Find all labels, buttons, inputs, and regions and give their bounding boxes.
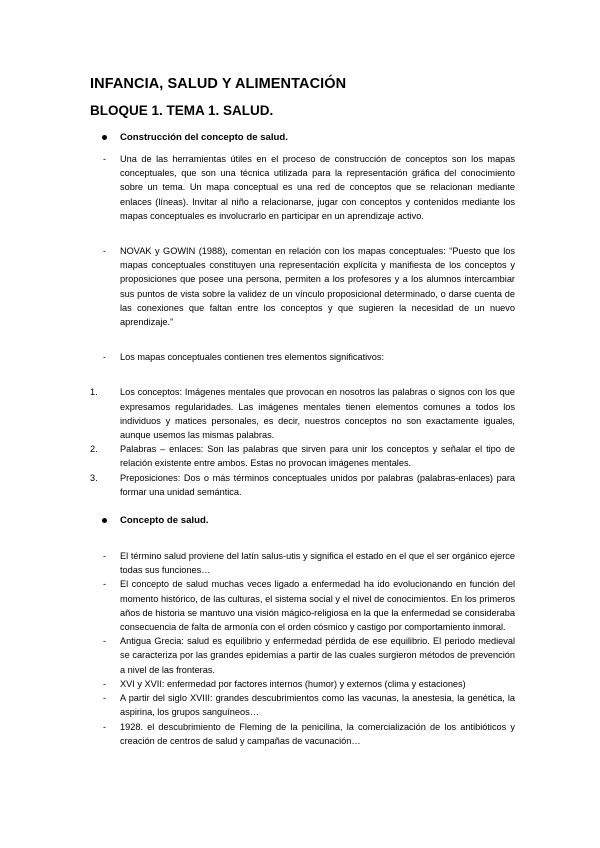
number-marker: 3. bbox=[90, 472, 98, 483]
dash-marker: - bbox=[103, 352, 107, 363]
list-item bbox=[90, 244, 515, 329]
paragraph-text: NOVAK y GOWIN (1988), comentan en relación con los mapas conceptuales: “Puesto que los mapas conceptuales constituyen una representación explícita y manifiesta de los conceptos y proposiciones que posee una persona, permiten a los profesores y a los alumnos intercambiar sus puntos de vista sobre la validez de un vínculo proposicional determinado, o darse cuenta de las conexiones que faltan entre los conceptos y que sugieren la necesidad de un nuevo aprendizaje.” bbox=[120, 246, 515, 328]
dash-marker: - bbox=[103, 246, 107, 257]
numbered-item bbox=[90, 442, 515, 470]
section-heading-concepto bbox=[90, 513, 515, 528]
list-item bbox=[90, 634, 515, 677]
number-marker: 1. bbox=[90, 387, 98, 398]
dash-marker: - bbox=[103, 693, 107, 704]
section-heading-construccion bbox=[90, 130, 515, 145]
numbered-text: Los conceptos: Imágenes mentales que provocan en nosotros las palabras o signos con los que expresamos regularidades. Las imágenes mentales tienen elementos comunes a todos los individuos y matices personales, es decir, nuestros conceptos no son exactamente iguales, aunque usemos las mismas palabras. bbox=[120, 387, 515, 441]
dash-marker: - bbox=[103, 579, 107, 590]
number-marker: 2. bbox=[90, 444, 98, 455]
paragraph-text: El término salud proviene del latín salus-utis y significa el estado en el que el ser orgánico ejerce todas sus funciones… bbox=[120, 551, 515, 576]
document-subtitle: BLOQUE 1. TEMA 1. SALUD. bbox=[90, 103, 274, 118]
numbered-text: Preposiciones: Dos o más términos conceptuales unidos por palabras (palabras-enlaces) para formar una unidad semántica. bbox=[120, 472, 515, 497]
list-item bbox=[90, 350, 515, 364]
paragraph-text: Los mapas conceptuales contienen tres elementos significativos: bbox=[120, 352, 385, 363]
dash-marker: - bbox=[103, 678, 107, 689]
dash-marker: - bbox=[103, 636, 107, 647]
dash-marker: - bbox=[103, 154, 107, 164]
paragraph-text: El concepto de salud muchas veces ligado a enfermedad ha ido evolucionando en función del momento histórico, de las culturas, el sistema social y el nivel de conocimientos. En los primeros años de historia se mantuvo una visión mágico-religiosa en la que la enfermedad se consideraba consecuencia de falta de armonía con el orden cósmico y castigo por comportamiento inmoral. bbox=[120, 579, 515, 633]
bullet-dot-icon bbox=[102, 518, 107, 523]
dash-marker: - bbox=[103, 551, 107, 562]
paragraph-text: Antigua Grecia: salud es equilibrio y enfermedad pérdida de ese equilibrio. El periodo medieval se caracteriza por las grandes epidemias a partir de las cuales surgieron métodos de prevención a nivel de las fronteras. bbox=[120, 636, 515, 675]
dash-marker: - bbox=[103, 721, 107, 732]
numbered-item bbox=[90, 385, 515, 442]
paragraph-text: A partir del siglo XVIII: grandes descubrimientos como las vacunas, la anestesia, la genética, la aspirina, los grupos sanguíneos… bbox=[120, 693, 515, 718]
list-item bbox=[90, 691, 515, 719]
section-heading-text: Construcción del concepto de salud. bbox=[120, 132, 288, 143]
list-item bbox=[90, 677, 515, 691]
list-item bbox=[90, 549, 515, 577]
numbered-item bbox=[90, 471, 515, 499]
paragraph-text: Una de las herramientas útiles en el proceso de construcción de conceptos son los mapas conceptuales, que son una técnica utilizada para la representación gráfica del conocimiento sobre un tema. Un mapa conceptual es una red de conceptos que se relacionan mediante enlaces (líneas). Invitar al niño a relacionarse, jugar con conceptos y contenidos mediante los mapas conceptuales es involucrarlo en participar en un aprendizaje activo. bbox=[120, 154, 515, 221]
paragraph-text: XVI y XVII: enfermedad por factores internos (humor) y externos (clima y estaciones) bbox=[120, 678, 466, 689]
section-heading-text: Concepto de salud. bbox=[120, 515, 209, 527]
numbered-text: Palabras – enlaces: Son las palabras que sirven para unir los conceptos y señalar el tipo de relación existente entre ambos. Estas no provocan imágenes mentales. bbox=[120, 444, 515, 469]
list-item bbox=[90, 720, 515, 748]
paragraph-text: 1928. el descubrimiento de Fleming de la penicilina, la comercialización de los antibióticos y creación de centros de salud y campañas de vacunación… bbox=[120, 721, 515, 746]
document-body bbox=[90, 130, 515, 748]
bullet-dot-icon bbox=[102, 135, 107, 140]
list-item bbox=[90, 577, 515, 634]
list-item bbox=[90, 152, 515, 223]
document-title: INFANCIA, SALUD Y ALIMENTACIÓN bbox=[90, 76, 347, 92]
